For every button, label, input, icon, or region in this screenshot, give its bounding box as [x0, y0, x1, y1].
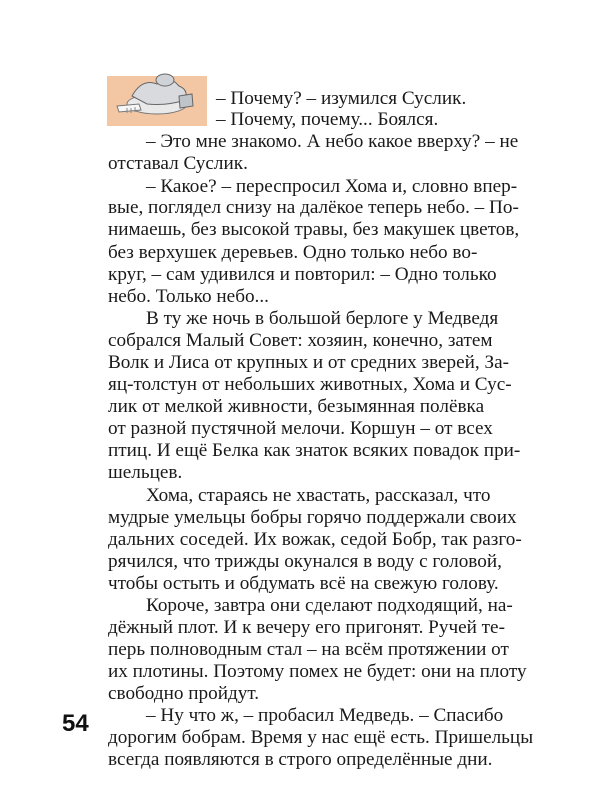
text-line: дёжный плот. И к вечеру его пригонят. Ручей те-	[108, 617, 505, 638]
text-line: нимаешь, без высокой травы, без макушек цветов,	[108, 219, 520, 240]
text-line: Волк и Лиса от крупных и от средних зверей, За-	[108, 352, 510, 373]
text-line: – Почему, почему... Боялся.	[216, 109, 439, 130]
text-line: – Какое? – переспросил Хома и, словно впер-	[146, 176, 518, 197]
text-line: отставал Суслик.	[108, 153, 248, 174]
illustration	[107, 66, 207, 126]
text-line: перь полноводным стал – на всём протяжении от	[108, 639, 509, 660]
text-line: шельцев.	[108, 462, 183, 483]
text-line: свободно пройдут.	[108, 683, 260, 704]
text-line: – Почему? – изумился Суслик.	[216, 88, 467, 109]
text-line: небо. Только небо...	[108, 286, 269, 307]
text-line: лик от мелкой живности, безымянная полёвка	[108, 396, 485, 417]
text-line: от разной пустячной мелочи. Коршун – от всех	[108, 418, 493, 439]
text-line: Хома, стараясь не хвастать, рассказал, что	[146, 485, 491, 506]
animals-sketch-icon	[107, 66, 207, 126]
text-line: – Это мне знакомо. А небо какое вверху? – не	[146, 131, 519, 152]
text-line: мудрые умельцы бобры горячо поддержали своих	[108, 507, 517, 528]
text-line: яц-толстун от небольших животных, Хома и Сус-	[108, 374, 512, 395]
text-line: дорогим бобрам. Время у нас ещё есть. Пришельцы	[108, 727, 534, 748]
text-line: их плотины. Поэтому помех не будет: они на плоту	[108, 661, 527, 682]
text-line: круг, – сам удивился и повторил: – Одно только	[108, 264, 497, 285]
text-line: рячился, что трижды окунался в воду с головой,	[108, 551, 502, 572]
text-line: В ту же ночь в большой берлоге у Медведя	[146, 308, 499, 329]
text-line: всегда появляются в строго определённые дни.	[108, 749, 493, 770]
page-number: 54	[62, 710, 89, 737]
text-line: вые, поглядел снизу на далёкое теперь небо. – По-	[108, 197, 519, 218]
text-line: птиц. И ещё Белка как знаток всяких повадок при-	[108, 440, 521, 461]
text-line: без верхушек деревьев. Одно только небо во-	[108, 242, 478, 263]
text-line: – Ну что ж, – пробасил Медведь. – Спасибо	[146, 705, 504, 726]
text-line: дальних соседей. Их вожак, седой Бобр, так разго-	[108, 529, 522, 550]
text-line: чтобы остыть и обдумать всё на свежую голову.	[108, 573, 499, 594]
text-line: собрался Малый Совет: хозяин, конечно, затем	[108, 330, 493, 351]
text-line: Короче, завтра они сделают подходящий, на-	[146, 595, 513, 616]
